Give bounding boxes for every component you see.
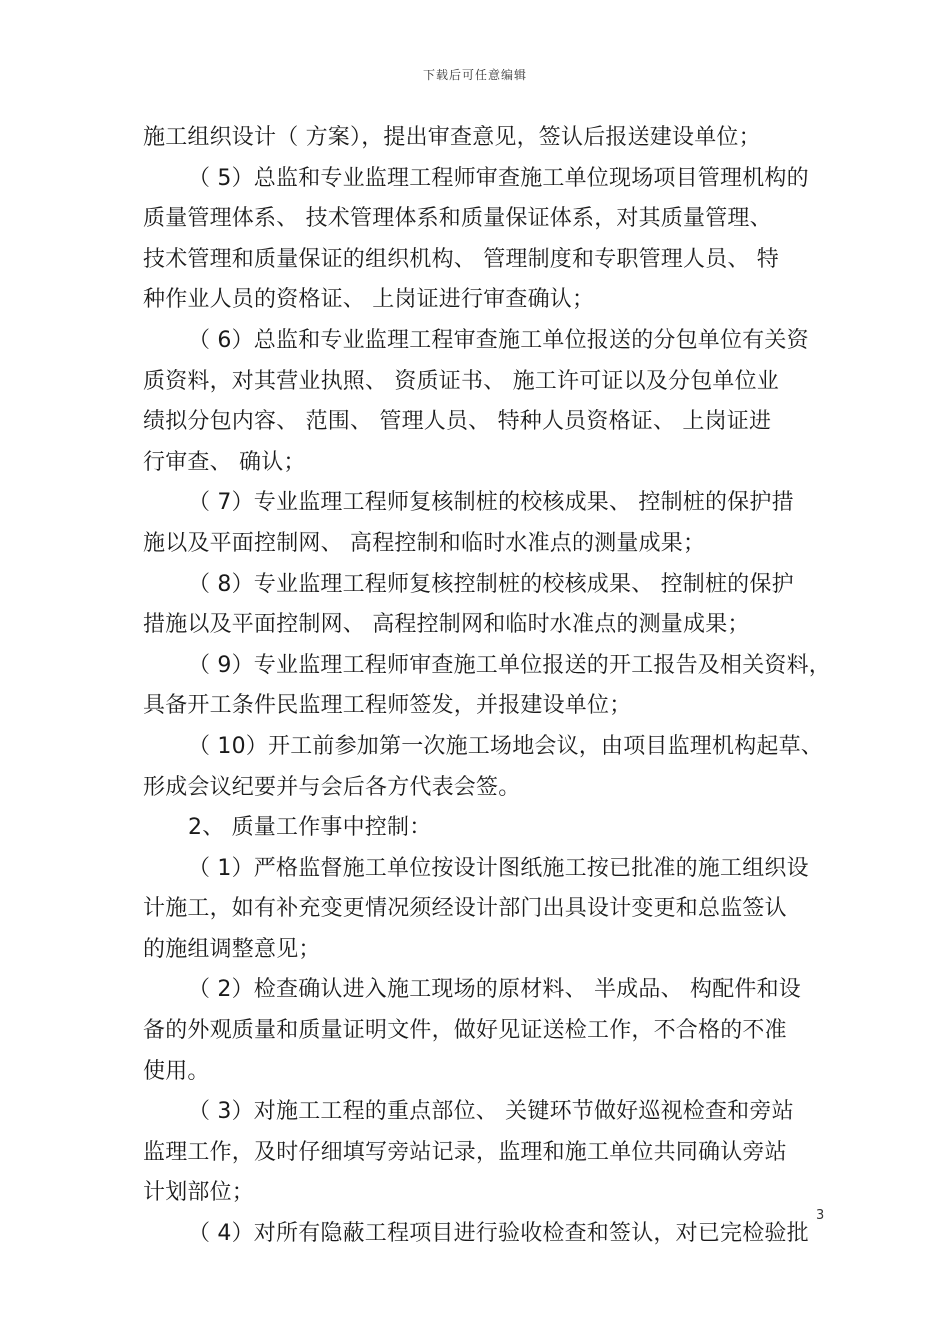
text-line: 行审查、 确认；: [143, 449, 306, 475]
text-line: （ 3）对施工工程的重点部位、 关键环节做好巡视检查和旁站: [188, 1099, 794, 1125]
text-line: 质量管理体系、 技术管理体系和质量保证体系，对其质量管理、: [143, 206, 772, 232]
text-line: 备的外观质量和质量证明文件，做好见证送检工作，不合格的不准: [143, 1018, 787, 1044]
text-line: （ 6）总监和专业监理工程审查施工单位报送的分包单位有关资: [188, 327, 809, 353]
text-line: （ 2）检查确认进入施工现场的原材料、 半成品、 构配件和设: [188, 977, 801, 1003]
text-line: 质资料，对其营业执照、 资质证书、 施工许可证以及分包单位业: [143, 368, 779, 394]
text-line: （ 1）严格监督施工单位按设计图纸施工按已批准的施工组织设: [188, 855, 809, 881]
text-line: 形成会议纪要并与会后各方代表会签。: [143, 774, 521, 800]
text-line: 的施组调整意见；: [143, 936, 321, 962]
text-line: 绩拟分包内容、 范围、 管理人员、 特种人员资格证、 上岗证进: [143, 409, 772, 435]
text-line: 计施工，如有补充变更情况须经设计部门出具设计变更和总监签认: [143, 896, 787, 922]
text-line: （ 7）专业监理工程师复核制桩的校核成果、 控制桩的保护措: [188, 490, 794, 516]
text-line: 措施以及平面控制网、 高程控制网和临时水准点的测量成果；: [143, 612, 750, 638]
text-line: 技术管理和质量保证的组织机构、 管理制度和专职管理人员、 特: [143, 246, 779, 272]
text-line: 计划部位；: [143, 1180, 255, 1206]
text-line: 监理工作，及时仔细填写旁站记录，监理和施工单位共同确认旁站: [143, 1139, 787, 1165]
text-line: （ 4）对所有隐蔽工程项目进行验收检查和签认，对已完检验批: [188, 1221, 809, 1247]
text-line: 使用。: [143, 1058, 210, 1084]
text-line: （ 10）开工前参加第一次施工场地会议，由项目监理机构起草、: [188, 733, 823, 759]
document-body: [143, 118, 843, 1255]
text-line: （ 9）专业监理工程师审查施工单位报送的开工报告及相关资料，: [188, 652, 831, 678]
text-line: 具备开工条件民监理工程师签发，并报建设单位；: [143, 693, 632, 719]
page-number: 3: [816, 1208, 825, 1223]
text-line: 施以及平面控制网、 高程控制和临时水准点的测量成果；: [143, 530, 706, 556]
text-line: （ 5）总监和专业监理工程师审查施工单位现场项目管理机构的: [188, 165, 809, 191]
text-line: 种作业人员的资格证、 上岗证进行审查确认；: [143, 287, 595, 313]
page-header: 下载后可任意编辑: [422, 68, 527, 82]
section-heading: 2、 质量工作事中控制：: [188, 815, 432, 841]
text-line: 施工组织设计（ 方案），提出审查意见，签认后报送建设单位；: [143, 125, 761, 150]
text-line: （ 8）专业监理工程师复核控制桩的校核成果、 控制桩的保护: [188, 571, 794, 597]
